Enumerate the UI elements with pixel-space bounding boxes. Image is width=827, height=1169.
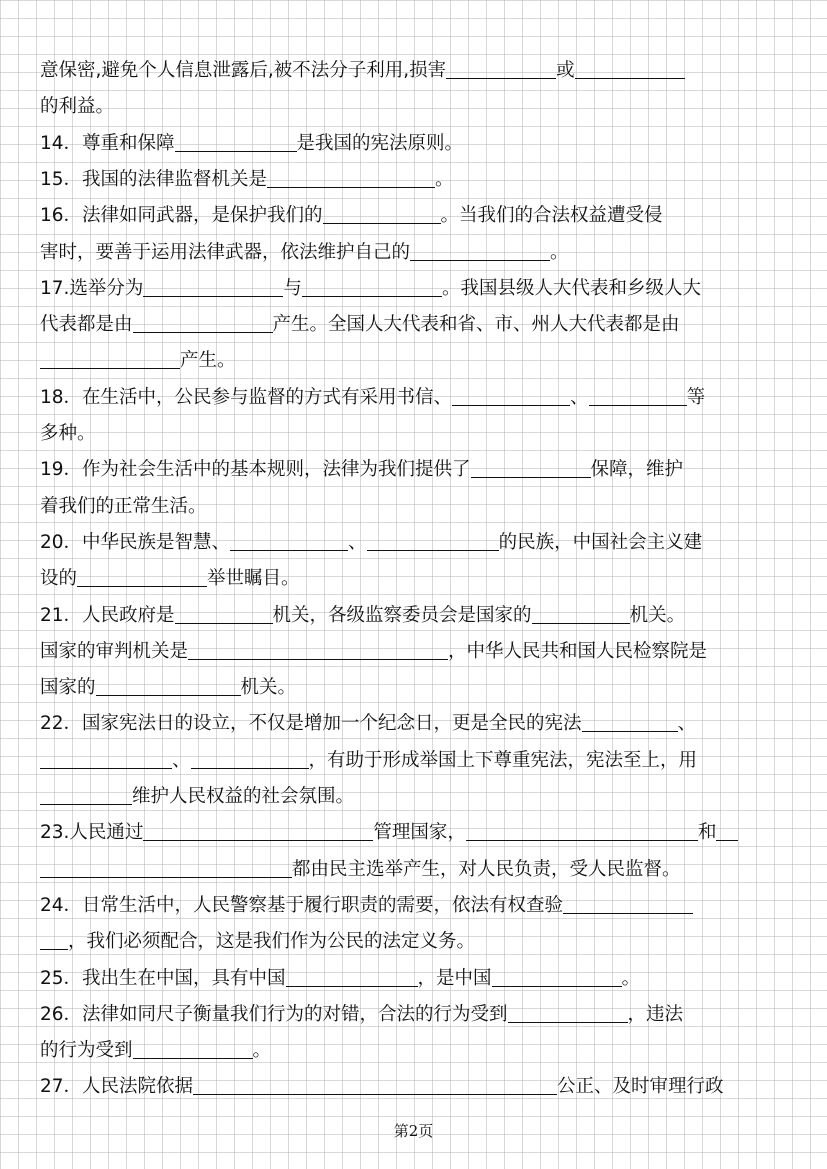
line-text: 代表都是由	[40, 314, 133, 336]
line-text: 14．尊重和保障	[40, 132, 175, 154]
text-line	[40, 634, 790, 670]
line-text: 着我们的正常生活。	[40, 495, 207, 517]
line-text: 等	[686, 386, 706, 408]
line-text: ，中华人民共和国人民检察院是	[448, 640, 708, 662]
line-text: 害时，要善于运用法律武器，依法维护自己的	[40, 241, 411, 263]
answer-blank[interactable]	[133, 1038, 253, 1059]
text-line	[40, 89, 790, 125]
answer-blank[interactable]	[532, 603, 630, 624]
answer-blank[interactable]	[40, 748, 172, 769]
text-line	[40, 452, 790, 488]
answer-blank[interactable]	[452, 385, 570, 406]
answer-blank[interactable]	[367, 530, 499, 551]
line-text: 。	[435, 168, 454, 190]
line-text: 16．法律如同武器，是保护我们的	[40, 205, 323, 227]
answer-blank[interactable]	[230, 530, 348, 551]
text-line	[40, 489, 790, 525]
line-text: 产生。	[180, 350, 236, 372]
line-text: 25．我出生在中国，具有中国	[40, 967, 286, 989]
answer-blank[interactable]	[492, 966, 622, 987]
answer-blank[interactable]	[96, 675, 241, 696]
line-text: 15．我国的法律监督机关是	[40, 168, 268, 190]
answer-blank[interactable]	[191, 748, 309, 769]
answer-blank[interactable]	[302, 276, 442, 297]
answer-blank[interactable]	[716, 820, 738, 841]
line-text: ，有助于形成举国上下尊重宪法，宪法至上，用	[308, 749, 698, 771]
line-text: 20．中华民族是智慧、	[40, 531, 231, 553]
text-line	[40, 706, 790, 742]
line-text: 。	[252, 1040, 272, 1062]
answer-blank[interactable]	[175, 131, 297, 152]
text-line	[40, 743, 790, 779]
line-text: 、	[570, 386, 589, 408]
line-text: 。	[550, 241, 569, 263]
answer-blank[interactable]	[466, 820, 698, 841]
line-text: ，是中国	[417, 967, 492, 989]
line-text: 18．在生活中，公民参与监督的方式有采用书信、	[40, 386, 453, 408]
line-text: 、	[172, 749, 191, 771]
text-line	[40, 888, 790, 924]
answer-blank[interactable]	[40, 929, 68, 950]
line-text: 机关。	[629, 604, 686, 626]
text-line	[40, 307, 790, 343]
line-text: 机关。	[240, 677, 297, 699]
answer-blank[interactable]	[77, 566, 207, 587]
answer-blank[interactable]	[267, 167, 435, 188]
text-line	[40, 162, 790, 198]
line-text: 国家的	[40, 677, 96, 699]
line-text: 22．国家宪法日的设立，不仅是增加一个纪念日，更是全民的宪法	[40, 713, 582, 735]
line-text: 意保密,避免个人信息泄露后,被不法分子利用,损害	[40, 60, 447, 81]
line-text: 26．法律如同尺子衡量我们行为的对错，合法的行为受到	[40, 1003, 508, 1025]
line-text: 多种。	[40, 423, 96, 444]
answer-blank[interactable]	[40, 348, 180, 369]
line-text: 保障，维护	[590, 459, 684, 481]
text-line	[40, 343, 790, 379]
answer-blank[interactable]	[582, 711, 678, 732]
text-line	[40, 235, 790, 271]
line-text: ，违法	[627, 1003, 684, 1025]
text-line	[40, 961, 790, 997]
line-text: 、	[348, 531, 367, 553]
line-text: 21．人民政府是	[40, 604, 175, 626]
line-text: 。	[621, 967, 641, 989]
text-line	[40, 670, 790, 706]
line-text: 。我国县级人大代表和乡级人大	[441, 277, 701, 299]
line-text: 管理国家，	[373, 822, 466, 844]
text-line	[40, 525, 790, 561]
answer-blank[interactable]	[143, 276, 283, 297]
line-text: ，我们必须配合，这是我们作为公民的法定义务。	[68, 931, 476, 953]
line-text: 24．日常生活中，人民警察基于履行职责的需要，依法有权查验	[40, 894, 564, 916]
answer-blank[interactable]	[188, 639, 448, 660]
answer-blank[interactable]	[471, 457, 591, 478]
answer-blank[interactable]	[175, 603, 273, 624]
answer-blank[interactable]	[193, 1074, 557, 1095]
text-line	[40, 198, 790, 234]
answer-blank[interactable]	[410, 240, 550, 261]
text-line	[40, 561, 790, 597]
line-text: 的利益。	[40, 96, 115, 118]
line-text: 23.人民通过	[40, 822, 144, 844]
text-line	[40, 815, 790, 851]
page-number: 第2页	[393, 1122, 434, 1140]
answer-blank[interactable]	[143, 820, 373, 841]
line-text: 产生。全国人大代表和省、市、州人大代表都是由	[272, 314, 680, 336]
answer-blank[interactable]	[286, 966, 418, 987]
text-line	[40, 779, 790, 815]
answer-blank[interactable]	[589, 385, 687, 406]
answer-blank[interactable]	[40, 784, 132, 805]
line-text: 国家的审判机关是	[40, 640, 189, 662]
answer-blank[interactable]	[575, 58, 685, 79]
line-text: 19．作为社会生活中的基本规则，法律为我们提供了	[40, 459, 471, 481]
text-line	[40, 380, 790, 416]
text-line	[40, 598, 790, 634]
text-line	[40, 924, 790, 960]
line-text: 17.选举分为	[40, 277, 144, 299]
line-text: 与	[283, 277, 302, 299]
answer-blank[interactable]	[133, 312, 273, 333]
line-text: 机关，各级监察委员会是国家的	[272, 604, 532, 626]
line-text: 举世瞩目。	[207, 568, 300, 590]
answer-blank[interactable]	[323, 203, 441, 224]
text-line	[40, 997, 790, 1033]
text-line	[40, 53, 790, 89]
line-text: 和	[697, 822, 717, 844]
text-line	[40, 126, 790, 162]
line-text: 或	[556, 60, 575, 81]
text-line	[40, 852, 790, 888]
answer-blank[interactable]	[40, 857, 292, 878]
line-text: 是我国的宪法原则。	[296, 132, 464, 154]
text-line	[40, 416, 790, 452]
line-text: 公正、及时审理行政	[557, 1076, 724, 1098]
line-text: 都由民主选举产生，对人民负责，受人民监督。	[292, 858, 681, 880]
line-text: 。当我们的合法权益遭受侵	[440, 205, 663, 227]
line-text: 维护人民权益的社会氛围。	[132, 786, 355, 807]
answer-blank[interactable]	[508, 1002, 628, 1023]
line-text: 27．人民法院依据	[40, 1076, 194, 1098]
line-text: 设的	[40, 568, 78, 590]
text-line	[40, 271, 790, 307]
line-text: 的行为受到	[40, 1040, 133, 1062]
line-text: 、	[677, 713, 697, 735]
text-line	[40, 1033, 790, 1069]
answer-blank[interactable]	[446, 58, 556, 79]
line-text: 的民族，中国社会主义建	[498, 531, 703, 553]
text-line	[40, 1069, 790, 1105]
answer-blank[interactable]	[563, 893, 693, 914]
